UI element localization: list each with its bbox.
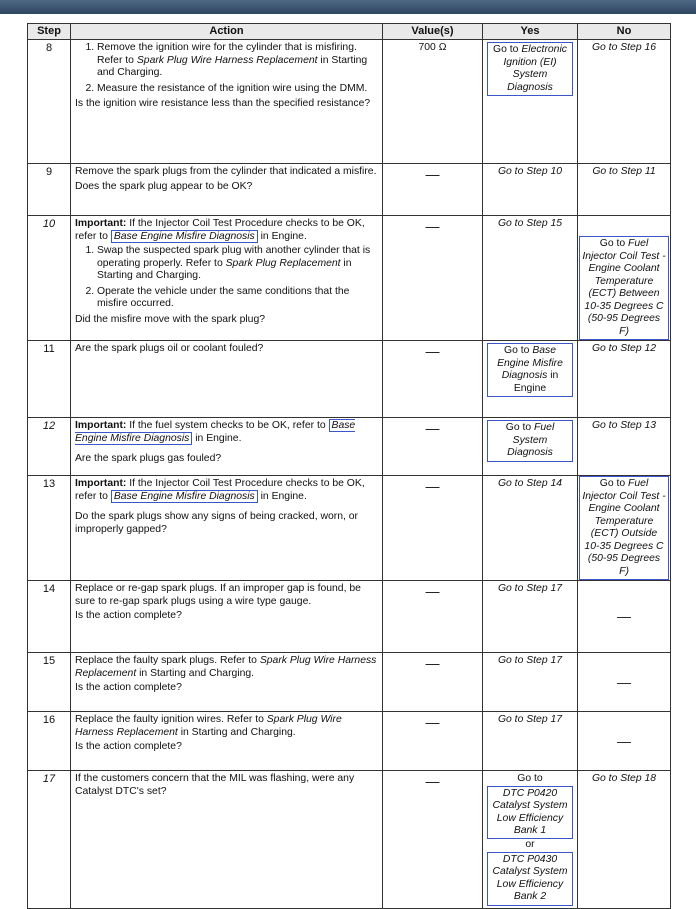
no-link[interactable]: Fuel Injector Coil Test - Engine Coolant Temperature (ECT) Outside 10-35 Degrees C (50-95 Degrees F): [582, 478, 666, 577]
table-row-step-8: [28, 40, 671, 164]
no-cell: [578, 216, 671, 341]
header-action: Action: [71, 24, 383, 40]
table-row-step-15: [28, 653, 671, 712]
action-item: 1. Swap the suspected spark plug with another cylinder that is operating properly. Refer to Spark Plug Replacement in Starting and Charging.: [97, 245, 378, 282]
value-cell: 700 Ω: [383, 40, 483, 164]
no-cell: Go to Step 16: [578, 40, 671, 164]
yes-link-box[interactable]: Go to Electronic Ignition (EI) System Diagnosis: [487, 42, 573, 96]
action-text: Replace the faulty spark plugs. Refer to Spark Plug Wire Harness Replacement in Starting and Charging.: [75, 655, 377, 679]
diagnostic-table: [27, 23, 671, 909]
question-text: Are the spark plugs oil or coolant fouled?: [75, 343, 264, 355]
yes-prefix: Go to: [517, 773, 543, 785]
header-row: [28, 24, 671, 40]
reference-text: Spark Plug Replacement: [225, 257, 341, 269]
yes-link[interactable]: Base Engine Misfire Diagnosis: [497, 345, 563, 382]
step-number: 11: [28, 341, 71, 418]
question-text: Did the misfire move with the spark plug?: [75, 313, 265, 325]
dtc-p0420-link[interactable]: DTC P0420 Catalyst System Low Efficiency Bank 1: [487, 786, 573, 840]
table-row-step-17: [28, 771, 671, 909]
step-number: 10: [28, 216, 71, 341]
step-number: 8: [28, 40, 71, 164]
question-text: Does the spark plug appear to be OK?: [75, 180, 253, 192]
yes-link[interactable]: Electronic Ignition (EI) System Diagnosis: [503, 44, 567, 93]
yes-cell: Go to Step 10: [483, 164, 578, 216]
no-link-box[interactable]: Go to Fuel Injector Coil Test - Engine Coolant Temperature (ECT) Outside 10-35 Degrees C (50-95 Degrees F): [579, 476, 669, 580]
header-yes: Yes: [483, 24, 578, 40]
yes-cell: Go to Step 14: [483, 476, 578, 581]
action-cell: [71, 581, 383, 653]
value-cell: —: [383, 653, 483, 712]
action-cell: [71, 476, 383, 581]
action-text: Replace the faulty ignition wires. Refer to Spark Plug Wire Harness Replacement in Starting and Charging.: [75, 714, 342, 738]
yes-cell: [483, 771, 578, 909]
yes-cell: Go to Step 17: [483, 712, 578, 771]
yes-cell: Go to Step 15: [483, 216, 578, 341]
dtc-p0430-link[interactable]: DTC P0430 Catalyst System Low Efficiency Bank 2: [487, 852, 573, 906]
yes-cell: [483, 40, 578, 164]
action-item: 2. Operate the vehicle under the same conditions that the misfire occurred.: [97, 286, 378, 311]
action-cell: [71, 341, 383, 418]
header-values: Value(s): [383, 24, 483, 40]
step-number: 17: [28, 771, 71, 909]
table-row-step-13: [28, 476, 671, 581]
step-number: 15: [28, 653, 71, 712]
header-no: No: [578, 24, 671, 40]
yes-link-box[interactable]: Go to Fuel System Diagnosis: [487, 420, 573, 461]
value-cell: —: [383, 341, 483, 418]
question-text: Is the action complete?: [75, 741, 182, 753]
no-cell: Go to Step 11: [578, 164, 671, 216]
action-cell: [71, 40, 383, 164]
yes-link[interactable]: Fuel System Diagnosis: [507, 422, 555, 459]
value-cell: —: [383, 581, 483, 653]
step-number: 12: [28, 418, 71, 476]
action-cell: [71, 653, 383, 712]
no-cell: —: [578, 581, 671, 653]
important-note: Important: If the Injector Coil Test Procedure checks to be OK, refer to Base Engine Misfire Diagnosis in Engine.: [75, 218, 365, 242]
question-text: Is the action complete?: [75, 610, 182, 622]
action-text: Remove the spark plugs from the cylinder that indicated a misfire.: [75, 166, 377, 178]
question-text: Are the spark plugs gas fouled?: [75, 453, 222, 465]
base-engine-link[interactable]: Base Engine Misfire Diagnosis: [111, 490, 258, 503]
or-text: or: [525, 839, 535, 851]
yes-link-box[interactable]: Go to Base Engine Misfire Diagnosis in Engine: [487, 343, 573, 397]
table-row-step-11: [28, 341, 671, 418]
no-cell: Go to Step 18: [578, 771, 671, 909]
step-number: 9: [28, 164, 71, 216]
table-row-step-12: [28, 418, 671, 476]
action-cell: [71, 216, 383, 341]
value-cell: —: [383, 216, 483, 341]
step-number: 16: [28, 712, 71, 771]
question-text: Do the spark plugs show any signs of being cracked, worn, or improperly gapped?: [75, 511, 359, 535]
action-item: 1. Remove the ignition wire for the cylinder that is misfiring. Refer to Spark Plug Wire Harness Replacement in Starting and Charging.: [97, 42, 378, 79]
value-cell: —: [383, 418, 483, 476]
action-item: 2. Measure the resistance of the ignition wire using the DMM.: [97, 83, 378, 95]
no-cell: [578, 476, 671, 581]
action-cell: [71, 164, 383, 216]
table-row-step-9: [28, 164, 671, 216]
value-cell: —: [383, 771, 483, 909]
step-number: 14: [28, 581, 71, 653]
value-cell: —: [383, 476, 483, 581]
no-link[interactable]: Fuel Injector Coil Test - Engine Coolant Temperature (ECT) Between 10-35 Degrees C (50-95 Degrees F): [582, 238, 666, 337]
no-cell: Go to Step 13: [578, 418, 671, 476]
value-cell: —: [383, 164, 483, 216]
yes-cell: Go to Step 17: [483, 581, 578, 653]
top-banner: [0, 0, 696, 14]
reference-text: Spark Plug Wire Harness Replacement: [75, 714, 342, 738]
no-cell: —: [578, 712, 671, 771]
question-text: Is the action complete?: [75, 682, 182, 694]
value-cell: —: [383, 712, 483, 771]
base-engine-link[interactable]: Base Engine Misfire Diagnosis: [75, 420, 356, 444]
no-link-box[interactable]: Go to Fuel Injector Coil Test - Engine Coolant Temperature (ECT) Between 10-35 Degrees C (50-95 Degrees F): [579, 236, 669, 340]
yes-cell: Go to Step 17: [483, 653, 578, 712]
base-engine-link[interactable]: Base Engine Misfire Diagnosis: [111, 230, 258, 243]
table-row-step-14: [28, 581, 671, 653]
yes-cell: [483, 341, 578, 418]
reference-text: Spark Plug Wire Harness Replacement: [136, 54, 318, 66]
question-text: If the customers concern that the MIL was flashing, were any Catalyst DTC's set?: [75, 773, 355, 797]
table-row-step-10: [28, 216, 671, 341]
table-row-step-16: [28, 712, 671, 771]
reference-text: Spark Plug Wire Harness Replacement: [75, 655, 377, 679]
action-text: Replace or re-gap spark plugs. If an improper gap is found, be sure to re-gap spark plugs using a wire type gauge.: [75, 583, 361, 607]
question-text: Is the ignition wire resistance less than the specified resistance?: [75, 98, 371, 110]
yes-cell: [483, 418, 578, 476]
action-cell: [71, 771, 383, 909]
header-step: Step: [28, 24, 71, 40]
important-note: Important: If the fuel system checks to be OK, refer to Base Engine Misfire Diagnosis in Engine.: [75, 420, 356, 444]
action-cell: [71, 418, 383, 476]
action-cell: [71, 712, 383, 771]
step-number: 13: [28, 476, 71, 581]
no-cell: —: [578, 653, 671, 712]
no-cell: Go to Step 12: [578, 341, 671, 418]
important-note: Important: If the Injector Coil Test Procedure checks to be OK, refer to Base Engine Misfire Diagnosis in Engine.: [75, 478, 365, 502]
